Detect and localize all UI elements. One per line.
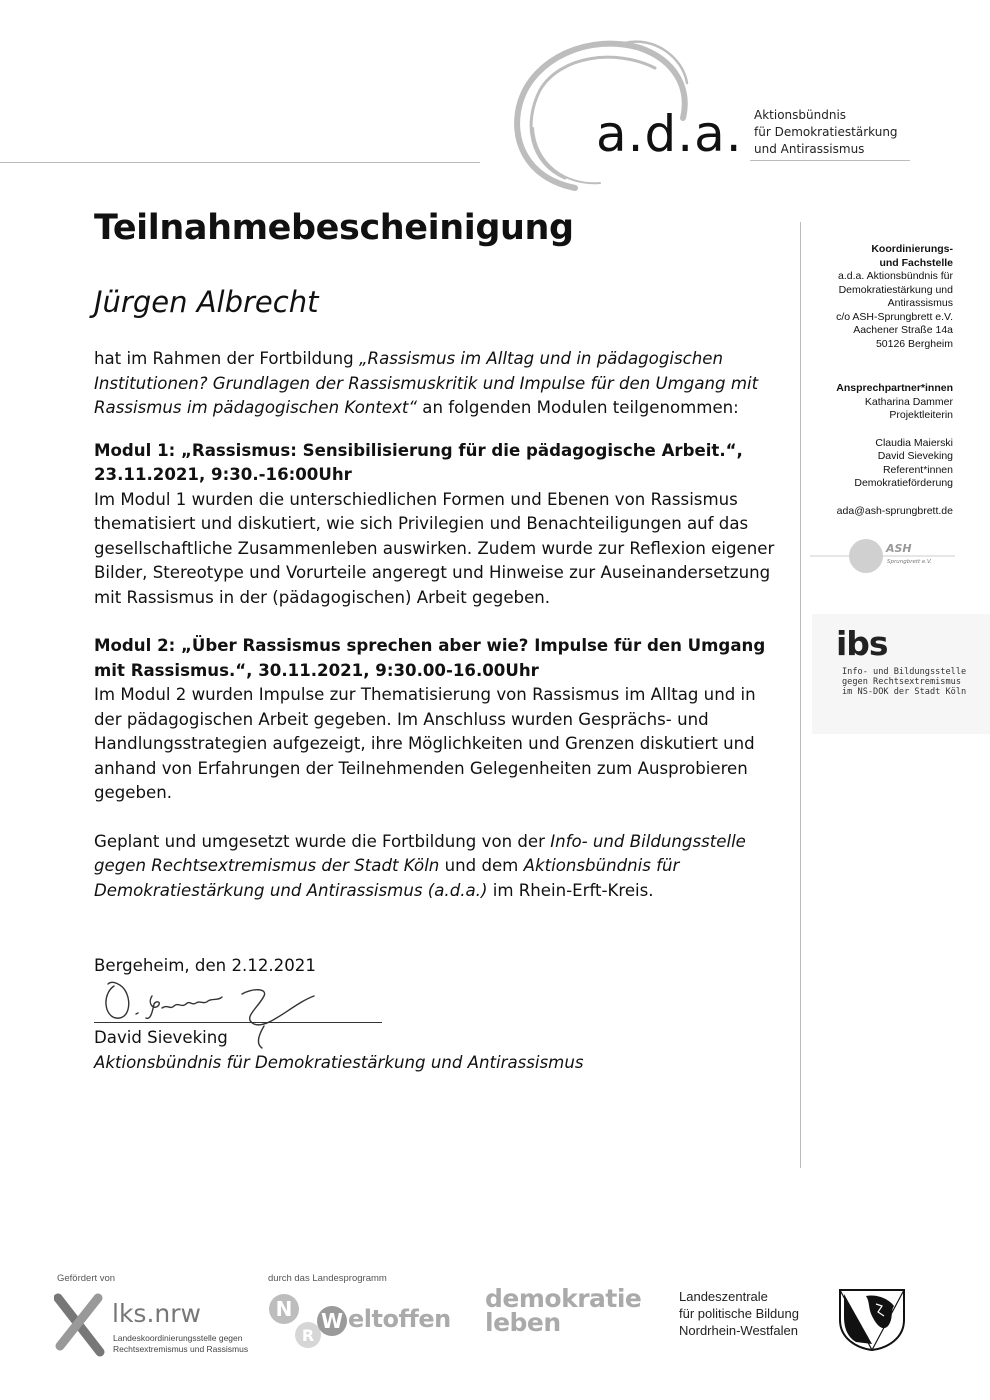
closing-paragraph [94,830,784,904]
office-line: Demokratiestärkung und [838,283,953,296]
landeszentrale-logo-text [679,1288,799,1339]
header-rule-left [0,162,480,163]
office-title: Koordinierungs- [871,243,953,255]
module-2 [94,634,784,806]
lks-sub-line: Rechtsextremismus und Rassismus [113,1344,249,1354]
contact-title: Ansprechpartner*innen [836,382,953,394]
program-label: durch das Landesprogramm [268,1273,387,1284]
place-date: Bergeheim, den 2.12.2021 [94,956,316,975]
dl-line: demokratie [485,1284,642,1313]
lks-x-icon [54,1290,108,1364]
ada-logo-subtitle [754,107,898,158]
ada-logo-word: a.d.a. [596,105,743,163]
lz-line: für politische Bildung [679,1306,799,1321]
office-line: 50126 Bergheim [875,337,953,350]
dl-line: leben [485,1308,561,1337]
ada-sub-line: für Demokratiestärkung [754,125,898,139]
office-line: Aachener Straße 14a [853,324,953,336]
closing-middle: und dem [439,856,524,875]
ibs-line: im NS-DOK der Stadt Köln [842,687,967,697]
ada-sub-line: Aktionsbündnis [754,108,847,122]
ash-logo-sub: Sprungbrett e.V. [887,559,932,565]
header-rule-right [750,160,910,161]
office-line: a.d.a. Aktionsbündnis für [838,270,953,282]
signer-organization: Aktionsbündnis für Demokratiestärkung und Antirassismus [94,1053,584,1072]
contact-line: Claudia Maierski [875,436,953,449]
nrw-letter-r: R [301,1326,315,1345]
nrw-crest-icon [836,1286,908,1352]
lks-logo-word: lks.nrw [112,1299,201,1328]
ibs-logo-word: ibs [836,624,888,663]
nrw-letter-n: N [275,1297,293,1321]
signer-name: David Sieveking [94,1028,228,1047]
module-1 [94,439,784,611]
course-title: „Rassismus im Alltag und in pädagogischen Institutionen? Grundlagen der Rassismuskritik und Impulse für den Umgang mit Rassismus im pädagogischen Kontext“ [94,349,759,417]
office-title: und Fachstelle [879,256,953,269]
demokratie-leben-logo [485,1284,642,1337]
certificate-body [94,205,784,903]
office-line: Antirassismus [887,297,953,309]
module-1-text: Im Modul 1 wurden die unterschiedlichen Formen und Ebenen von Rassismus thematisiert und diskutiert, wie sich Privilegien und Benachteiligungen auf das gesellschaftliche Zusammenleben auswirken. Zudem wurde zur Reflexion eigener Bilder, Stereotype und Vorurteile angeregt und Hinweise zur Auseinandersetzung mit Rassismus in der (pädagogischen) Arbeit gegeben. [94,489,775,607]
ibs-logo-text [842,667,966,697]
org-ada: Aktionsbündnis für Demokratiestärkung und Antirassismus (a.d.a.) [94,856,680,900]
office-line: c/o ASH-Sprungbrett e.V. [836,310,953,323]
closing-prefix: Geplant und umgesetzt wurde die Fortbildung von der [94,831,551,851]
module-2-title: Modul 2: „Über Rassismus sprechen aber wie? Impulse für den Umgang mit Rassismus.“, 30.11.2021, 9:30.00-16.00Uhr [94,636,766,680]
intro-suffix: an folgenden Modulen teilgenommen: [417,398,739,417]
contact-line: Referent*innen [882,463,953,476]
ash-logo [810,536,955,576]
ash-logo-main: ASH [886,542,912,555]
contact-line: David Sieveking [877,450,953,462]
module-2-text: Im Modul 2 wurden Impulse zur Thematisierung von Rassismus im Alltag und in der pädagogischen Arbeit gegeben. Im Anschluss wurden Gesprächs- und Handlungsstrategien aufgezeigt, ihre Möglichkeiten und Grenzen diskutiert und anhand von Erfahrungen der Teilnehmenden Gelegenheiten zum Ausprobieren gegeben. [94,685,756,802]
module-1-title: Modul 1: „Rassismus: Sensibilisierung für die pädagogische Arbeit.“, 23.11.2021, 9:30.-16:00Uhr [94,440,743,484]
sidebar-contact [790,243,953,518]
nrw-logo-word: eltoffen [348,1305,451,1333]
org-ibs: Info- und Bildungsstelle gegen Rechtsextremismus der Stadt Köln [94,831,746,875]
participant-name: Jürgen Albrecht [94,285,319,319]
intro-paragraph [94,347,784,421]
nrw-weltoffen-icon [266,1291,350,1355]
intro-prefix: hat im Rahmen der Fortbildung [94,349,359,368]
contact-email[interactable]: ada@ash-sprungbrett.de [836,504,953,517]
lz-line: Nordrhein-Westfalen [679,1323,798,1338]
contact-line: Demokratieförderung [854,477,953,489]
lks-sub-line: Landeskoordinierungsstelle gegen [113,1333,243,1343]
signature-line [94,1022,382,1023]
ibs-line: gegen Rechtsextremismus [842,677,961,687]
contact-line: Katharina Dammer [864,395,953,408]
page-title: Teilnahmebescheinigung [94,208,574,248]
funded-by-label: Gefördert von [57,1273,116,1284]
lz-line: Landeszentrale [679,1289,768,1304]
closing-suffix: im Rhein-Erft-Kreis. [487,880,654,900]
ada-sub-line: und Antirassismus [754,142,865,156]
lks-logo-subtitle [113,1333,248,1355]
contact-line: Projektleiterin [889,409,953,421]
nrw-letter-w: W [320,1309,344,1333]
ibs-line: Info- und Bildungsstelle [842,667,967,677]
